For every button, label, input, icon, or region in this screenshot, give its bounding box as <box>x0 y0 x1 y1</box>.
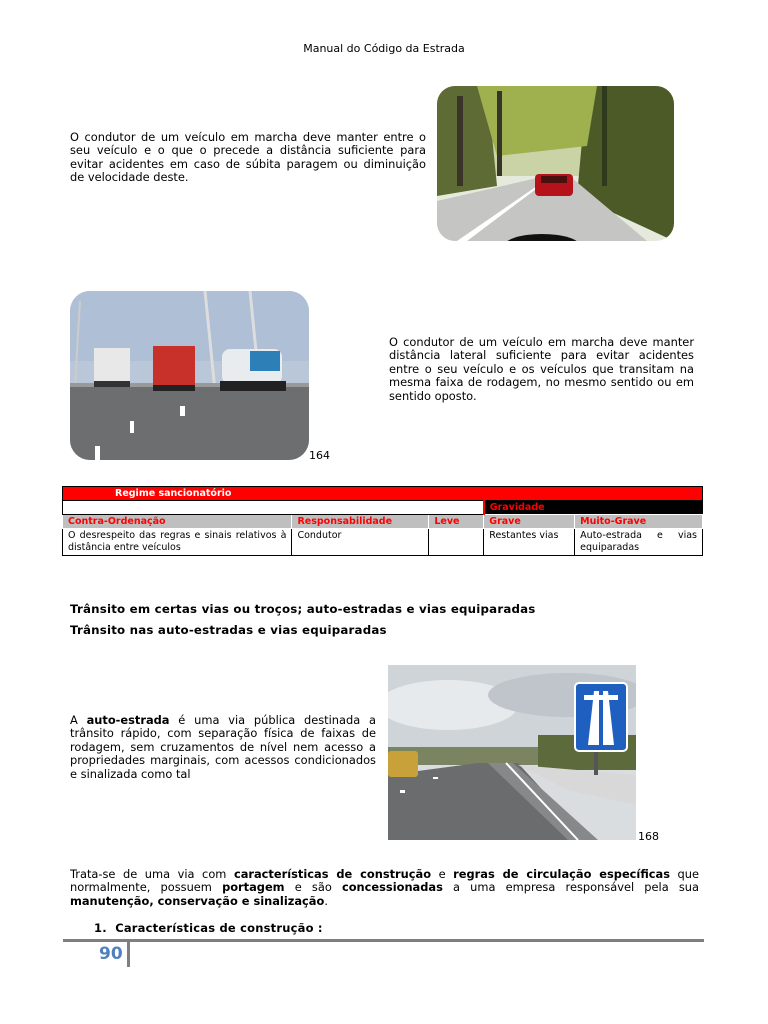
page-number: 90 <box>99 944 123 964</box>
cell-muito-grave: Auto-estrada e vias equiparadas <box>575 529 703 556</box>
figure-number-164: 164 <box>309 449 330 462</box>
col-grave: Grave <box>484 515 575 529</box>
following-distance-paragraph: O condutor de um veículo em marcha deve manter entre o seu veículo e o que o precede a distância suficiente para evitar acidentes em caso de súbita paragem ou diminuição de velocidade deste. <box>70 130 426 185</box>
auto-estrada-definition-paragraph: A auto-estrada é uma via pública destinada a trânsito rápido, com separação física de faixas de rodagem, sem cruzamentos de nível nem acesso a propriedades marginais, com acessos condicionados e sinalizada como tal <box>70 713 376 781</box>
col-responsabilidade: Responsabilidade <box>292 515 429 529</box>
road-photo-car <box>437 86 674 241</box>
col-leve: Leve <box>429 515 484 529</box>
heading-transito-auto-estradas: Trânsito nas auto-estradas e vias equiparadas <box>70 623 387 637</box>
via-characteristics-paragraph: Trata-se de uma via com características de construção e regras de circulação específicas que normalmente, possuem portagem e são concessionadas a uma empresa responsável pela sua manutenção, conservação e sinalização. <box>70 867 700 908</box>
cell-leve <box>429 529 484 556</box>
cell-contra-ordenacao: O desrespeito das regras e sinais relativos à distância entre veículos <box>63 529 292 556</box>
motorway-sign-icon <box>575 683 627 751</box>
gravidade-label: Gravidade <box>484 501 703 515</box>
road-photo-trucks <box>70 291 309 460</box>
cell-responsabilidade: Condutor <box>292 529 429 556</box>
footer-rule <box>63 939 704 942</box>
cell-grave: Restantes vias <box>484 529 575 556</box>
figure-number-168: 168 <box>638 830 659 843</box>
auto-estrada-term: auto-estrada <box>86 713 170 727</box>
regime-sancionatorio-table <box>62 486 703 556</box>
regime-title: Regime sancionatório <box>63 487 703 501</box>
col-contra-ordenacao: Contra-Ordenação <box>63 515 292 529</box>
motorway-photo <box>388 665 636 840</box>
heading-transito-vias: Trânsito em certas vias ou troços; auto-estradas e vias equiparadas <box>70 602 536 616</box>
table-header-row <box>63 515 703 529</box>
list-item-caracteristicas: 1. Características de construção : <box>94 921 323 935</box>
col-muito-grave: Muito-Grave <box>575 515 703 529</box>
footer-divider <box>127 940 130 967</box>
page-header: Manual do Código da Estrada <box>303 42 465 55</box>
table-row <box>63 529 703 556</box>
lateral-distance-paragraph: O condutor de um veículo em marcha deve manter distância lateral suficiente para evitar acidentes entre o seu veículo e os veículos que transitam na mesma faixa de rodagem, no mesmo sentido ou em sentido oposto. <box>389 335 694 403</box>
